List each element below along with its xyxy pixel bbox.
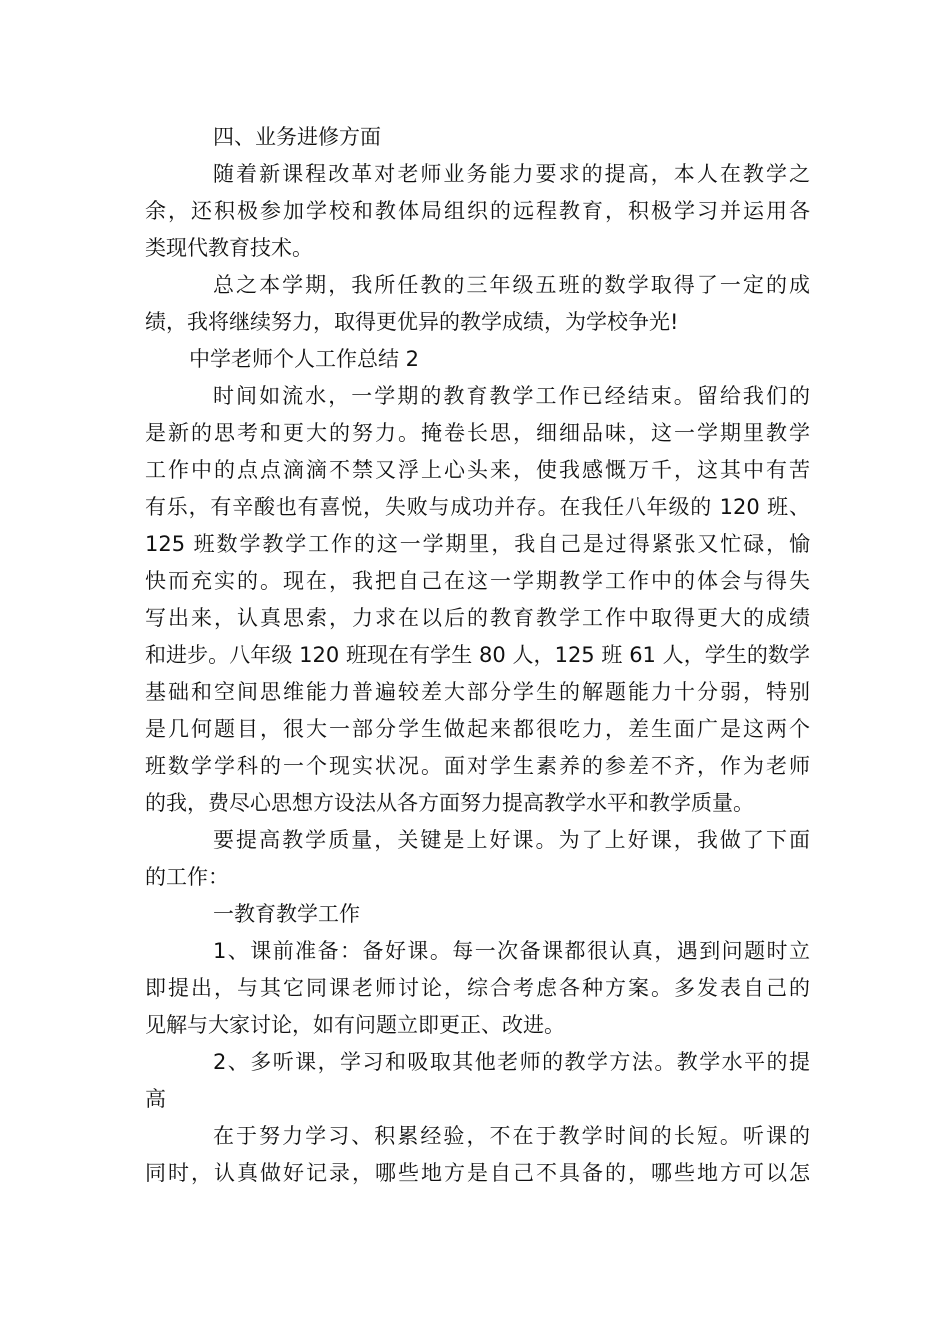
paragraph-line: 即提出，与其它同课老师讨论，综合考虑各种方案。多发表自己的 [145,976,810,1000]
paragraph-line: 绩，我将继续努力，取得更优异的教学成绩，为学校争光! [145,310,679,334]
paragraph-line: 随着新课程改革对老师业务能力要求的提高，本人在教学之 [213,162,810,186]
paragraph-line: 写出来，认真思索，力求在以后的教育教学工作中取得更大的成绩 [145,606,810,630]
paragraph-line: 和进步。八年级 120 班现在有学生 80 人，125 班 61 人，学生的数学 [145,643,810,667]
section-heading: 四、业务进修方面 [213,125,381,149]
paragraph-line: 125 班数学教学工作的这一学期里，我自己是过得紧张又忙碌，愉 [145,532,810,556]
paragraph-line: 时间如流水，一学期的教育教学工作已经结束。留给我们的 [213,384,810,408]
article-title: 中学老师个人工作总结 2 [189,347,420,371]
paragraph-line: 余，还积极参加学校和教体局组织的远程教育，积极学习并运用各 [145,199,810,223]
paragraph-line: 同时，认真做好记录，哪些地方是自己不具备的，哪些地方可以怎 [145,1161,810,1185]
paragraph-line: 1、课前准备：备好课。每一次备课都很认真，遇到问题时立 [213,939,810,963]
paragraph-line: 在于努力学习、积累经验，不在于教学时间的长短。听课的 [213,1124,810,1148]
paragraph-line: 快而充实的。现在，我把自己在这一学期教学工作中的体会与得失 [145,569,810,593]
paragraph-line: 高 [145,1087,166,1111]
paragraph-line: 见解与大家讨论，如有问题立即更正、改进。 [145,1013,565,1037]
paragraph-line: 基础和空间思维能力普遍较差大部分学生的解题能力十分弱，特别 [145,680,810,704]
paragraph-line: 班数学学科的一个现实状况。面对学生素养的参差不齐，作为老师 [145,754,810,778]
paragraph-line: 类现代教育技术。 [145,236,313,260]
document-body [145,119,810,1192]
paragraph-line: 是几何题目，很大一部分学生做起来都很吃力，差生面广是这两个 [145,717,810,741]
paragraph-line: 是新的思考和更大的努力。掩卷长思，细细品味，这一学期里教学 [145,421,810,445]
section-heading: 一教育教学工作 [213,902,360,926]
paragraph-line: 有乐，有辛酸也有喜悦，失败与成功并存。在我任八年级的 120 班、 [145,495,810,519]
paragraph-line: 的工作： [145,865,229,889]
paragraph-line: 总之本学期，我所任教的三年级五班的数学取得了一定的成 [213,273,810,297]
paragraph-line: 要提高教学质量，关键是上好课。为了上好课，我做了下面 [213,828,810,852]
paragraph-line: 2、多听课，学习和吸取其他老师的教学方法。教学水平的提 [213,1050,810,1074]
paragraph-line: 的我，费尽心思想方设法从各方面努力提高教学水平和教学质量。 [145,791,754,815]
paragraph-line: 工作中的点点滴滴不禁又浮上心头来，使我感慨万千，这其中有苦 [145,458,810,482]
